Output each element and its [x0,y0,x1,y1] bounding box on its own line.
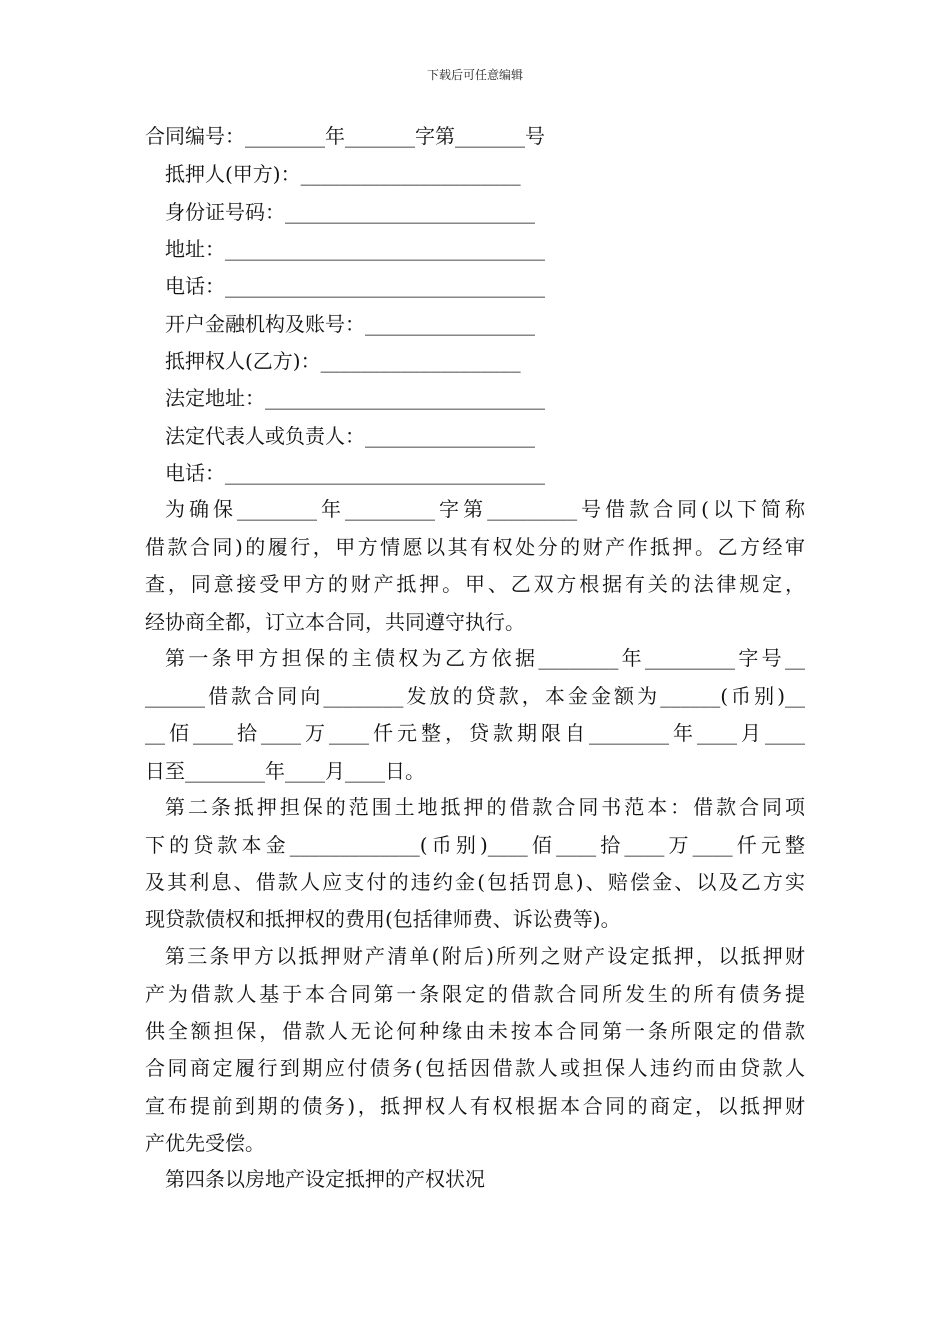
paragraph-intro-2: 借款合同)的履行，甲方情愿以其有权处分的财产作抵押。乙方经审 [145,535,805,559]
article-1-line-4: 日至________年____月____日。 [145,759,425,783]
id-number-line: 身份证号码：_________________________ [165,200,535,224]
phone-line-2: 电话：________________________________ [165,461,545,485]
page-header-note: 下载后可任意编辑 [426,68,523,82]
legal-representative-line: 法定代表人或负责人：_________________ [165,424,535,448]
article-3-line-3: 供全额担保，借款人无论何种缘由未按本合同第一条所限定的借款 [145,1019,805,1043]
mortgagee-line: 抵押权人(乙方)：____________________ [165,349,521,373]
article-3-line-1: 第三条甲方以抵押财产清单(附后)所列之财产设定抵押，以抵押财 [165,944,805,968]
article-2-line-3: 及其利息、借款人应支付的违约金(包括罚息)、赔偿金、以及乙方实 [145,870,805,894]
paragraph-intro-3: 查，同意接受甲方的财产抵押。甲、乙双方根据有关的法律规定， [145,572,805,596]
contract-number-line: 合同编号：________年_______字第_______号 [145,124,545,148]
article-4-heading: 第四条以房地产设定抵押的产权状况 [165,1167,485,1191]
bank-account-line: 开户金融机构及账号：_________________ [165,312,535,336]
paragraph-intro-4: 经协商全都，订立本合同，共同遵守执行。 [145,610,525,634]
article-3-line-5: 宣布提前到期的债务)，抵押权人有权根据本合同的商定，以抵押财 [145,1094,805,1118]
article-1-line-3: __佰____拾____万____仟元整，贷款期限自________年____月____ [145,721,805,745]
article-3-line-6: 产优先受偿。 [145,1131,265,1155]
article-2-line-4: 现贷款债权和抵押权的费用(包括律师费、诉讼费等)。 [145,907,621,931]
article-3-line-4: 合同商定履行到期应付债务(包括因借款人或担保人违约而由贷款人 [145,1056,805,1080]
article-2-line-1: 第二条抵押担保的范围土地抵押的借款合同书范本：借款合同项 [165,795,805,819]
article-1-line-2: ______借款合同向________发放的贷款，本金金额为______(币别)__ [145,684,805,708]
mortgagor-line: 抵押人(甲方)：______________________ [165,162,521,186]
legal-address-line: 法定地址：____________________________ [165,386,545,410]
article-3-line-2: 产为借款人基于本合同第一条限定的借款合同所发生的所有债务提 [145,982,805,1006]
address-line: 地址：________________________________ [165,237,545,261]
article-2-line-2: 下的贷款本金_____________(币别)____佰____拾____万____仟元整 [145,833,805,857]
article-1-line-1: 第一条甲方担保的主债权为乙方依据________年_________字号__ [165,646,805,670]
phone-line: 电话：________________________________ [165,274,545,298]
paragraph-intro-1: 为确保________年_________字第_________号借款合同(以下简称 [165,497,805,521]
